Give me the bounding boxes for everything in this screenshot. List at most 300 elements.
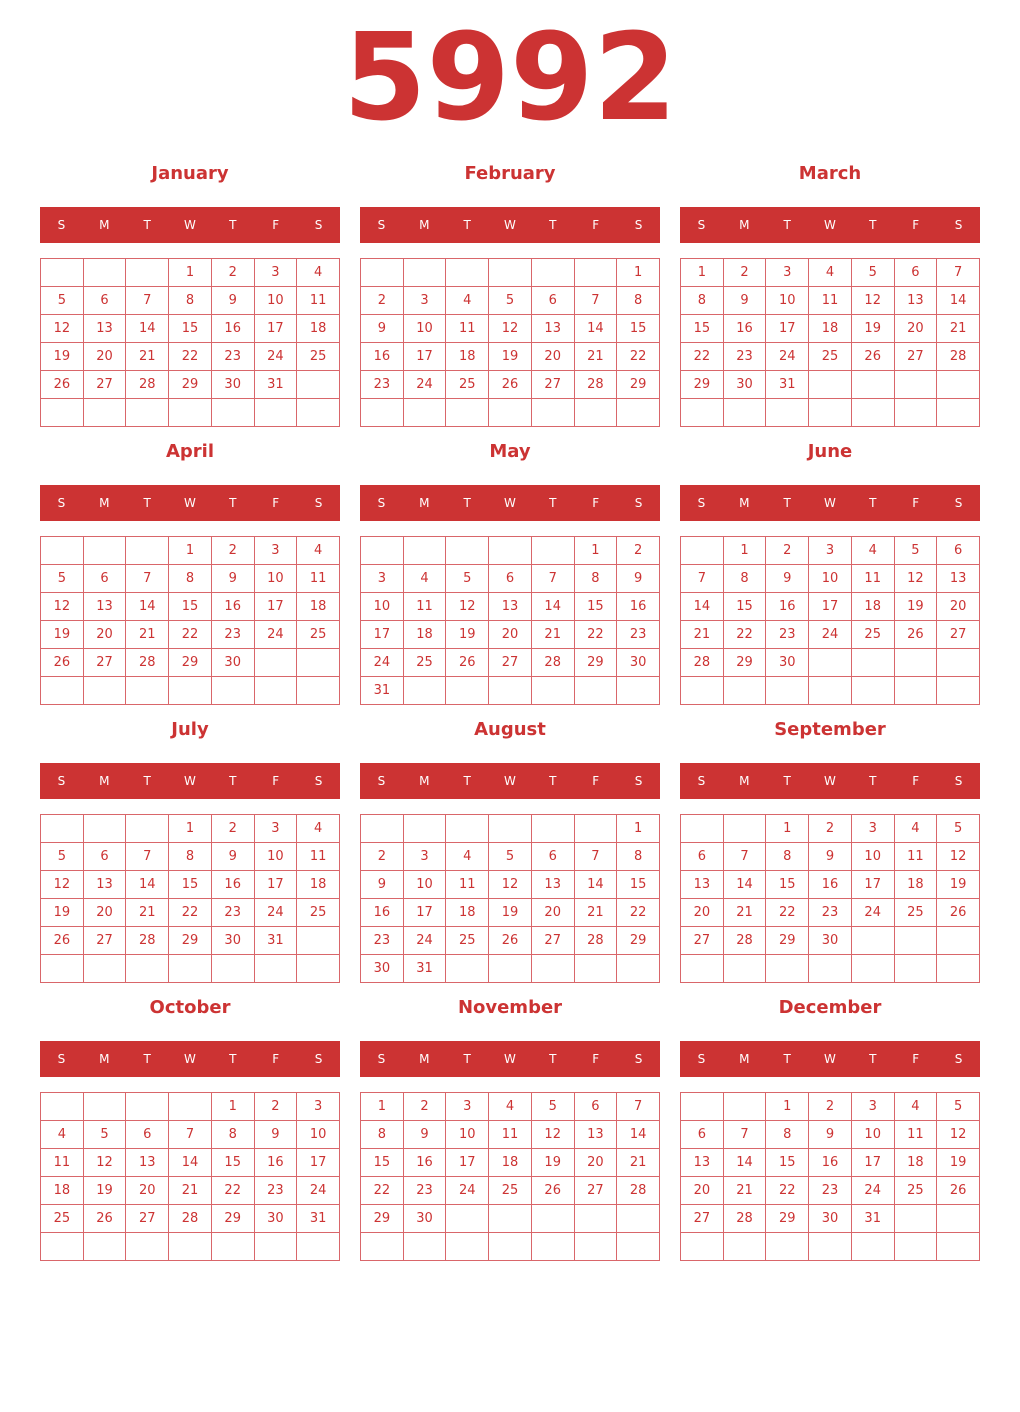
day-cell[interactable]: 10 — [255, 287, 298, 315]
day-cell[interactable]: 14 — [937, 287, 980, 315]
day-cell[interactable]: 22 — [169, 621, 212, 649]
day-cell[interactable]: 31 — [255, 927, 298, 955]
day-cell[interactable]: 1 — [212, 1093, 255, 1121]
day-cell[interactable]: 11 — [404, 593, 447, 621]
day-cell[interactable]: 20 — [532, 343, 575, 371]
day-cell[interactable]: 17 — [852, 1149, 895, 1177]
day-cell[interactable]: 27 — [681, 927, 724, 955]
day-cell[interactable]: 26 — [41, 649, 84, 677]
day-cell[interactable]: 29 — [681, 371, 724, 399]
day-cell[interactable]: 8 — [169, 287, 212, 315]
day-cell[interactable]: 7 — [169, 1121, 212, 1149]
day-cell[interactable]: 4 — [297, 815, 340, 843]
day-cell[interactable]: 5 — [41, 843, 84, 871]
day-cell[interactable]: 16 — [361, 899, 404, 927]
day-cell[interactable]: 31 — [766, 371, 809, 399]
day-cell[interactable]: 9 — [212, 843, 255, 871]
day-cell[interactable]: 16 — [212, 871, 255, 899]
day-cell[interactable]: 27 — [532, 371, 575, 399]
day-cell[interactable]: 16 — [361, 343, 404, 371]
day-cell[interactable]: 20 — [84, 343, 127, 371]
day-cell[interactable]: 27 — [895, 343, 938, 371]
day-cell[interactable]: 5 — [446, 565, 489, 593]
day-cell[interactable]: 1 — [169, 259, 212, 287]
day-cell[interactable]: 5 — [41, 287, 84, 315]
day-cell[interactable]: 13 — [84, 315, 127, 343]
day-cell[interactable]: 16 — [212, 315, 255, 343]
day-cell[interactable]: 24 — [255, 343, 298, 371]
day-cell[interactable]: 1 — [575, 537, 618, 565]
day-cell[interactable]: 9 — [809, 1121, 852, 1149]
day-cell[interactable]: 26 — [489, 371, 532, 399]
day-cell[interactable]: 11 — [41, 1149, 84, 1177]
day-cell[interactable]: 11 — [297, 843, 340, 871]
day-cell[interactable]: 24 — [404, 371, 447, 399]
day-cell[interactable]: 7 — [126, 287, 169, 315]
day-cell[interactable]: 1 — [681, 259, 724, 287]
day-cell[interactable]: 28 — [126, 371, 169, 399]
day-cell[interactable]: 21 — [575, 343, 618, 371]
day-cell[interactable]: 11 — [852, 565, 895, 593]
day-cell[interactable]: 21 — [575, 899, 618, 927]
day-cell[interactable]: 24 — [255, 621, 298, 649]
day-cell[interactable]: 23 — [809, 899, 852, 927]
day-cell[interactable]: 25 — [41, 1205, 84, 1233]
day-cell[interactable]: 27 — [681, 1205, 724, 1233]
day-cell[interactable]: 12 — [895, 565, 938, 593]
day-cell[interactable]: 27 — [84, 927, 127, 955]
day-cell[interactable]: 10 — [852, 1121, 895, 1149]
day-cell[interactable]: 28 — [724, 1205, 767, 1233]
day-cell[interactable]: 24 — [852, 1177, 895, 1205]
day-cell[interactable]: 23 — [361, 927, 404, 955]
day-cell[interactable]: 20 — [489, 621, 532, 649]
day-cell[interactable]: 29 — [212, 1205, 255, 1233]
day-cell[interactable]: 30 — [361, 955, 404, 983]
day-cell[interactable]: 6 — [681, 1121, 724, 1149]
day-cell[interactable]: 30 — [809, 1205, 852, 1233]
day-cell[interactable]: 29 — [575, 649, 618, 677]
day-cell[interactable]: 11 — [446, 315, 489, 343]
day-cell[interactable]: 30 — [724, 371, 767, 399]
day-cell[interactable]: 6 — [575, 1093, 618, 1121]
day-cell[interactable]: 13 — [532, 871, 575, 899]
day-cell[interactable]: 17 — [361, 621, 404, 649]
day-cell[interactable]: 8 — [766, 843, 809, 871]
day-cell[interactable]: 22 — [681, 343, 724, 371]
day-cell[interactable]: 22 — [617, 899, 660, 927]
day-cell[interactable]: 15 — [617, 871, 660, 899]
day-cell[interactable]: 3 — [255, 259, 298, 287]
day-cell[interactable]: 31 — [404, 955, 447, 983]
day-cell[interactable]: 17 — [446, 1149, 489, 1177]
day-cell[interactable]: 28 — [126, 927, 169, 955]
day-cell[interactable]: 6 — [84, 843, 127, 871]
day-cell[interactable]: 21 — [724, 1177, 767, 1205]
day-cell[interactable]: 25 — [297, 343, 340, 371]
day-cell[interactable]: 5 — [41, 565, 84, 593]
day-cell[interactable]: 1 — [766, 815, 809, 843]
day-cell[interactable]: 23 — [361, 371, 404, 399]
day-cell[interactable]: 27 — [937, 621, 980, 649]
day-cell[interactable]: 13 — [489, 593, 532, 621]
day-cell[interactable]: 21 — [532, 621, 575, 649]
day-cell[interactable]: 3 — [852, 1093, 895, 1121]
day-cell[interactable]: 1 — [169, 537, 212, 565]
day-cell[interactable]: 2 — [809, 815, 852, 843]
day-cell[interactable]: 16 — [809, 1149, 852, 1177]
day-cell[interactable]: 25 — [297, 621, 340, 649]
day-cell[interactable]: 7 — [617, 1093, 660, 1121]
day-cell[interactable]: 9 — [766, 565, 809, 593]
day-cell[interactable]: 29 — [617, 927, 660, 955]
day-cell[interactable]: 19 — [489, 899, 532, 927]
day-cell[interactable]: 14 — [169, 1149, 212, 1177]
day-cell[interactable]: 9 — [404, 1121, 447, 1149]
day-cell[interactable]: 6 — [681, 843, 724, 871]
day-cell[interactable]: 31 — [361, 677, 404, 705]
day-cell[interactable]: 29 — [766, 1205, 809, 1233]
day-cell[interactable]: 23 — [404, 1177, 447, 1205]
day-cell[interactable]: 16 — [404, 1149, 447, 1177]
day-cell[interactable]: 15 — [724, 593, 767, 621]
day-cell[interactable]: 19 — [937, 871, 980, 899]
day-cell[interactable]: 9 — [809, 843, 852, 871]
day-cell[interactable]: 25 — [895, 1177, 938, 1205]
day-cell[interactable]: 11 — [489, 1121, 532, 1149]
day-cell[interactable]: 9 — [361, 871, 404, 899]
day-cell[interactable]: 5 — [532, 1093, 575, 1121]
day-cell[interactable]: 2 — [724, 259, 767, 287]
day-cell[interactable]: 3 — [255, 537, 298, 565]
day-cell[interactable]: 25 — [446, 927, 489, 955]
day-cell[interactable]: 15 — [169, 593, 212, 621]
day-cell[interactable]: 18 — [895, 871, 938, 899]
day-cell[interactable]: 11 — [297, 565, 340, 593]
day-cell[interactable]: 31 — [852, 1205, 895, 1233]
day-cell[interactable]: 18 — [297, 315, 340, 343]
day-cell[interactable]: 8 — [617, 843, 660, 871]
day-cell[interactable]: 22 — [766, 899, 809, 927]
day-cell[interactable]: 9 — [617, 565, 660, 593]
day-cell[interactable]: 26 — [84, 1205, 127, 1233]
day-cell[interactable]: 6 — [937, 537, 980, 565]
day-cell[interactable]: 23 — [617, 621, 660, 649]
day-cell[interactable]: 20 — [126, 1177, 169, 1205]
day-cell[interactable]: 17 — [297, 1149, 340, 1177]
day-cell[interactable]: 1 — [361, 1093, 404, 1121]
day-cell[interactable]: 28 — [126, 649, 169, 677]
day-cell[interactable]: 26 — [937, 899, 980, 927]
day-cell[interactable]: 19 — [532, 1149, 575, 1177]
day-cell[interactable]: 22 — [724, 621, 767, 649]
day-cell[interactable]: 9 — [361, 315, 404, 343]
day-cell[interactable]: 11 — [297, 287, 340, 315]
day-cell[interactable]: 20 — [681, 899, 724, 927]
day-cell[interactable]: 19 — [84, 1177, 127, 1205]
day-cell[interactable]: 12 — [489, 315, 532, 343]
day-cell[interactable]: 28 — [617, 1177, 660, 1205]
day-cell[interactable]: 20 — [937, 593, 980, 621]
day-cell[interactable]: 25 — [489, 1177, 532, 1205]
day-cell[interactable]: 5 — [489, 843, 532, 871]
day-cell[interactable]: 10 — [446, 1121, 489, 1149]
day-cell[interactable]: 5 — [852, 259, 895, 287]
day-cell[interactable]: 14 — [724, 871, 767, 899]
day-cell[interactable]: 6 — [126, 1121, 169, 1149]
day-cell[interactable]: 14 — [724, 1149, 767, 1177]
day-cell[interactable]: 14 — [681, 593, 724, 621]
day-cell[interactable]: 7 — [575, 287, 618, 315]
day-cell[interactable]: 28 — [724, 927, 767, 955]
day-cell[interactable]: 27 — [84, 371, 127, 399]
day-cell[interactable]: 10 — [852, 843, 895, 871]
day-cell[interactable]: 16 — [212, 593, 255, 621]
day-cell[interactable]: 3 — [404, 287, 447, 315]
day-cell[interactable]: 19 — [41, 899, 84, 927]
day-cell[interactable]: 2 — [212, 815, 255, 843]
day-cell[interactable]: 4 — [895, 815, 938, 843]
day-cell[interactable]: 29 — [169, 927, 212, 955]
day-cell[interactable]: 29 — [617, 371, 660, 399]
day-cell[interactable]: 24 — [852, 899, 895, 927]
day-cell[interactable]: 20 — [84, 899, 127, 927]
day-cell[interactable]: 10 — [404, 871, 447, 899]
day-cell[interactable]: 22 — [169, 343, 212, 371]
day-cell[interactable]: 11 — [895, 1121, 938, 1149]
day-cell[interactable]: 6 — [895, 259, 938, 287]
day-cell[interactable]: 25 — [404, 649, 447, 677]
day-cell[interactable]: 16 — [724, 315, 767, 343]
day-cell[interactable]: 26 — [852, 343, 895, 371]
day-cell[interactable]: 20 — [895, 315, 938, 343]
day-cell[interactable]: 26 — [489, 927, 532, 955]
day-cell[interactable]: 16 — [809, 871, 852, 899]
day-cell[interactable]: 2 — [361, 287, 404, 315]
day-cell[interactable]: 5 — [489, 287, 532, 315]
day-cell[interactable]: 2 — [617, 537, 660, 565]
day-cell[interactable]: 24 — [446, 1177, 489, 1205]
day-cell[interactable]: 6 — [532, 287, 575, 315]
day-cell[interactable]: 12 — [446, 593, 489, 621]
day-cell[interactable]: 4 — [404, 565, 447, 593]
day-cell[interactable]: 4 — [489, 1093, 532, 1121]
day-cell[interactable]: 25 — [895, 899, 938, 927]
day-cell[interactable]: 3 — [766, 259, 809, 287]
day-cell[interactable]: 21 — [126, 343, 169, 371]
day-cell[interactable]: 2 — [361, 843, 404, 871]
day-cell[interactable]: 28 — [169, 1205, 212, 1233]
day-cell[interactable]: 3 — [404, 843, 447, 871]
day-cell[interactable]: 18 — [489, 1149, 532, 1177]
day-cell[interactable]: 19 — [852, 315, 895, 343]
day-cell[interactable]: 16 — [766, 593, 809, 621]
day-cell[interactable]: 4 — [297, 537, 340, 565]
day-cell[interactable]: 15 — [212, 1149, 255, 1177]
day-cell[interactable]: 31 — [255, 371, 298, 399]
day-cell[interactable]: 5 — [937, 1093, 980, 1121]
day-cell[interactable]: 7 — [532, 565, 575, 593]
day-cell[interactable]: 22 — [361, 1177, 404, 1205]
day-cell[interactable]: 17 — [404, 899, 447, 927]
day-cell[interactable]: 15 — [169, 871, 212, 899]
day-cell[interactable]: 10 — [404, 315, 447, 343]
day-cell[interactable]: 23 — [212, 621, 255, 649]
day-cell[interactable]: 25 — [446, 371, 489, 399]
day-cell[interactable]: 15 — [766, 1149, 809, 1177]
day-cell[interactable]: 1 — [617, 259, 660, 287]
day-cell[interactable]: 27 — [84, 649, 127, 677]
day-cell[interactable]: 3 — [446, 1093, 489, 1121]
day-cell[interactable]: 10 — [361, 593, 404, 621]
day-cell[interactable]: 19 — [937, 1149, 980, 1177]
day-cell[interactable]: 13 — [84, 871, 127, 899]
day-cell[interactable]: 14 — [126, 315, 169, 343]
day-cell[interactable]: 15 — [681, 315, 724, 343]
day-cell[interactable]: 21 — [681, 621, 724, 649]
day-cell[interactable]: 8 — [575, 565, 618, 593]
day-cell[interactable]: 17 — [255, 315, 298, 343]
day-cell[interactable]: 17 — [255, 871, 298, 899]
day-cell[interactable]: 26 — [41, 927, 84, 955]
day-cell[interactable]: 24 — [766, 343, 809, 371]
day-cell[interactable]: 19 — [41, 343, 84, 371]
day-cell[interactable]: 8 — [766, 1121, 809, 1149]
day-cell[interactable]: 7 — [126, 843, 169, 871]
day-cell[interactable]: 14 — [532, 593, 575, 621]
day-cell[interactable]: 15 — [617, 315, 660, 343]
day-cell[interactable]: 2 — [809, 1093, 852, 1121]
day-cell[interactable]: 13 — [575, 1121, 618, 1149]
day-cell[interactable]: 21 — [724, 899, 767, 927]
day-cell[interactable]: 9 — [212, 287, 255, 315]
day-cell[interactable]: 14 — [575, 315, 618, 343]
day-cell[interactable]: 28 — [937, 343, 980, 371]
day-cell[interactable]: 7 — [681, 565, 724, 593]
day-cell[interactable]: 24 — [809, 621, 852, 649]
day-cell[interactable]: 14 — [617, 1121, 660, 1149]
day-cell[interactable]: 15 — [169, 315, 212, 343]
day-cell[interactable]: 18 — [297, 871, 340, 899]
day-cell[interactable]: 10 — [809, 565, 852, 593]
day-cell[interactable]: 24 — [255, 899, 298, 927]
day-cell[interactable]: 30 — [404, 1205, 447, 1233]
day-cell[interactable]: 18 — [852, 593, 895, 621]
day-cell[interactable]: 2 — [212, 537, 255, 565]
day-cell[interactable]: 7 — [937, 259, 980, 287]
day-cell[interactable]: 28 — [575, 371, 618, 399]
day-cell[interactable]: 19 — [41, 621, 84, 649]
day-cell[interactable]: 20 — [575, 1149, 618, 1177]
day-cell[interactable]: 12 — [41, 593, 84, 621]
day-cell[interactable]: 18 — [41, 1177, 84, 1205]
day-cell[interactable]: 26 — [446, 649, 489, 677]
day-cell[interactable]: 24 — [404, 927, 447, 955]
day-cell[interactable]: 20 — [681, 1177, 724, 1205]
day-cell[interactable]: 17 — [766, 315, 809, 343]
day-cell[interactable]: 6 — [532, 843, 575, 871]
day-cell[interactable]: 29 — [766, 927, 809, 955]
day-cell[interactable]: 22 — [575, 621, 618, 649]
day-cell[interactable]: 30 — [766, 649, 809, 677]
day-cell[interactable]: 24 — [297, 1177, 340, 1205]
day-cell[interactable]: 18 — [809, 315, 852, 343]
day-cell[interactable]: 1 — [169, 815, 212, 843]
day-cell[interactable]: 16 — [617, 593, 660, 621]
day-cell[interactable]: 22 — [766, 1177, 809, 1205]
day-cell[interactable]: 7 — [126, 565, 169, 593]
day-cell[interactable]: 8 — [212, 1121, 255, 1149]
day-cell[interactable]: 23 — [212, 343, 255, 371]
day-cell[interactable]: 18 — [446, 343, 489, 371]
day-cell[interactable]: 3 — [297, 1093, 340, 1121]
day-cell[interactable]: 22 — [617, 343, 660, 371]
day-cell[interactable]: 17 — [255, 593, 298, 621]
day-cell[interactable]: 9 — [212, 565, 255, 593]
day-cell[interactable]: 14 — [126, 871, 169, 899]
day-cell[interactable]: 2 — [404, 1093, 447, 1121]
day-cell[interactable]: 20 — [532, 899, 575, 927]
day-cell[interactable]: 1 — [617, 815, 660, 843]
day-cell[interactable]: 2 — [766, 537, 809, 565]
day-cell[interactable]: 28 — [575, 927, 618, 955]
day-cell[interactable]: 13 — [84, 593, 127, 621]
day-cell[interactable]: 23 — [255, 1177, 298, 1205]
day-cell[interactable]: 12 — [937, 843, 980, 871]
day-cell[interactable]: 12 — [489, 871, 532, 899]
day-cell[interactable]: 8 — [724, 565, 767, 593]
day-cell[interactable]: 6 — [489, 565, 532, 593]
day-cell[interactable]: 5 — [84, 1121, 127, 1149]
day-cell[interactable]: 2 — [212, 259, 255, 287]
day-cell[interactable]: 9 — [724, 287, 767, 315]
day-cell[interactable]: 21 — [617, 1149, 660, 1177]
day-cell[interactable]: 25 — [809, 343, 852, 371]
day-cell[interactable]: 8 — [681, 287, 724, 315]
day-cell[interactable]: 28 — [532, 649, 575, 677]
day-cell[interactable]: 13 — [681, 871, 724, 899]
day-cell[interactable]: 26 — [895, 621, 938, 649]
day-cell[interactable]: 27 — [489, 649, 532, 677]
day-cell[interactable]: 12 — [532, 1121, 575, 1149]
day-cell[interactable]: 30 — [809, 927, 852, 955]
day-cell[interactable]: 8 — [617, 287, 660, 315]
day-cell[interactable]: 21 — [126, 899, 169, 927]
day-cell[interactable]: 18 — [446, 899, 489, 927]
day-cell[interactable]: 18 — [895, 1149, 938, 1177]
day-cell[interactable]: 15 — [766, 871, 809, 899]
day-cell[interactable]: 25 — [852, 621, 895, 649]
day-cell[interactable]: 27 — [532, 927, 575, 955]
day-cell[interactable]: 29 — [169, 649, 212, 677]
day-cell[interactable]: 8 — [169, 565, 212, 593]
day-cell[interactable]: 10 — [297, 1121, 340, 1149]
day-cell[interactable]: 17 — [852, 871, 895, 899]
day-cell[interactable]: 4 — [446, 843, 489, 871]
day-cell[interactable]: 8 — [361, 1121, 404, 1149]
day-cell[interactable]: 6 — [84, 287, 127, 315]
day-cell[interactable]: 3 — [852, 815, 895, 843]
day-cell[interactable]: 4 — [297, 259, 340, 287]
day-cell[interactable]: 16 — [255, 1149, 298, 1177]
day-cell[interactable]: 6 — [84, 565, 127, 593]
day-cell[interactable]: 30 — [617, 649, 660, 677]
day-cell[interactable]: 26 — [41, 371, 84, 399]
day-cell[interactable]: 7 — [724, 1121, 767, 1149]
day-cell[interactable]: 18 — [404, 621, 447, 649]
day-cell[interactable]: 14 — [126, 593, 169, 621]
day-cell[interactable]: 22 — [169, 899, 212, 927]
